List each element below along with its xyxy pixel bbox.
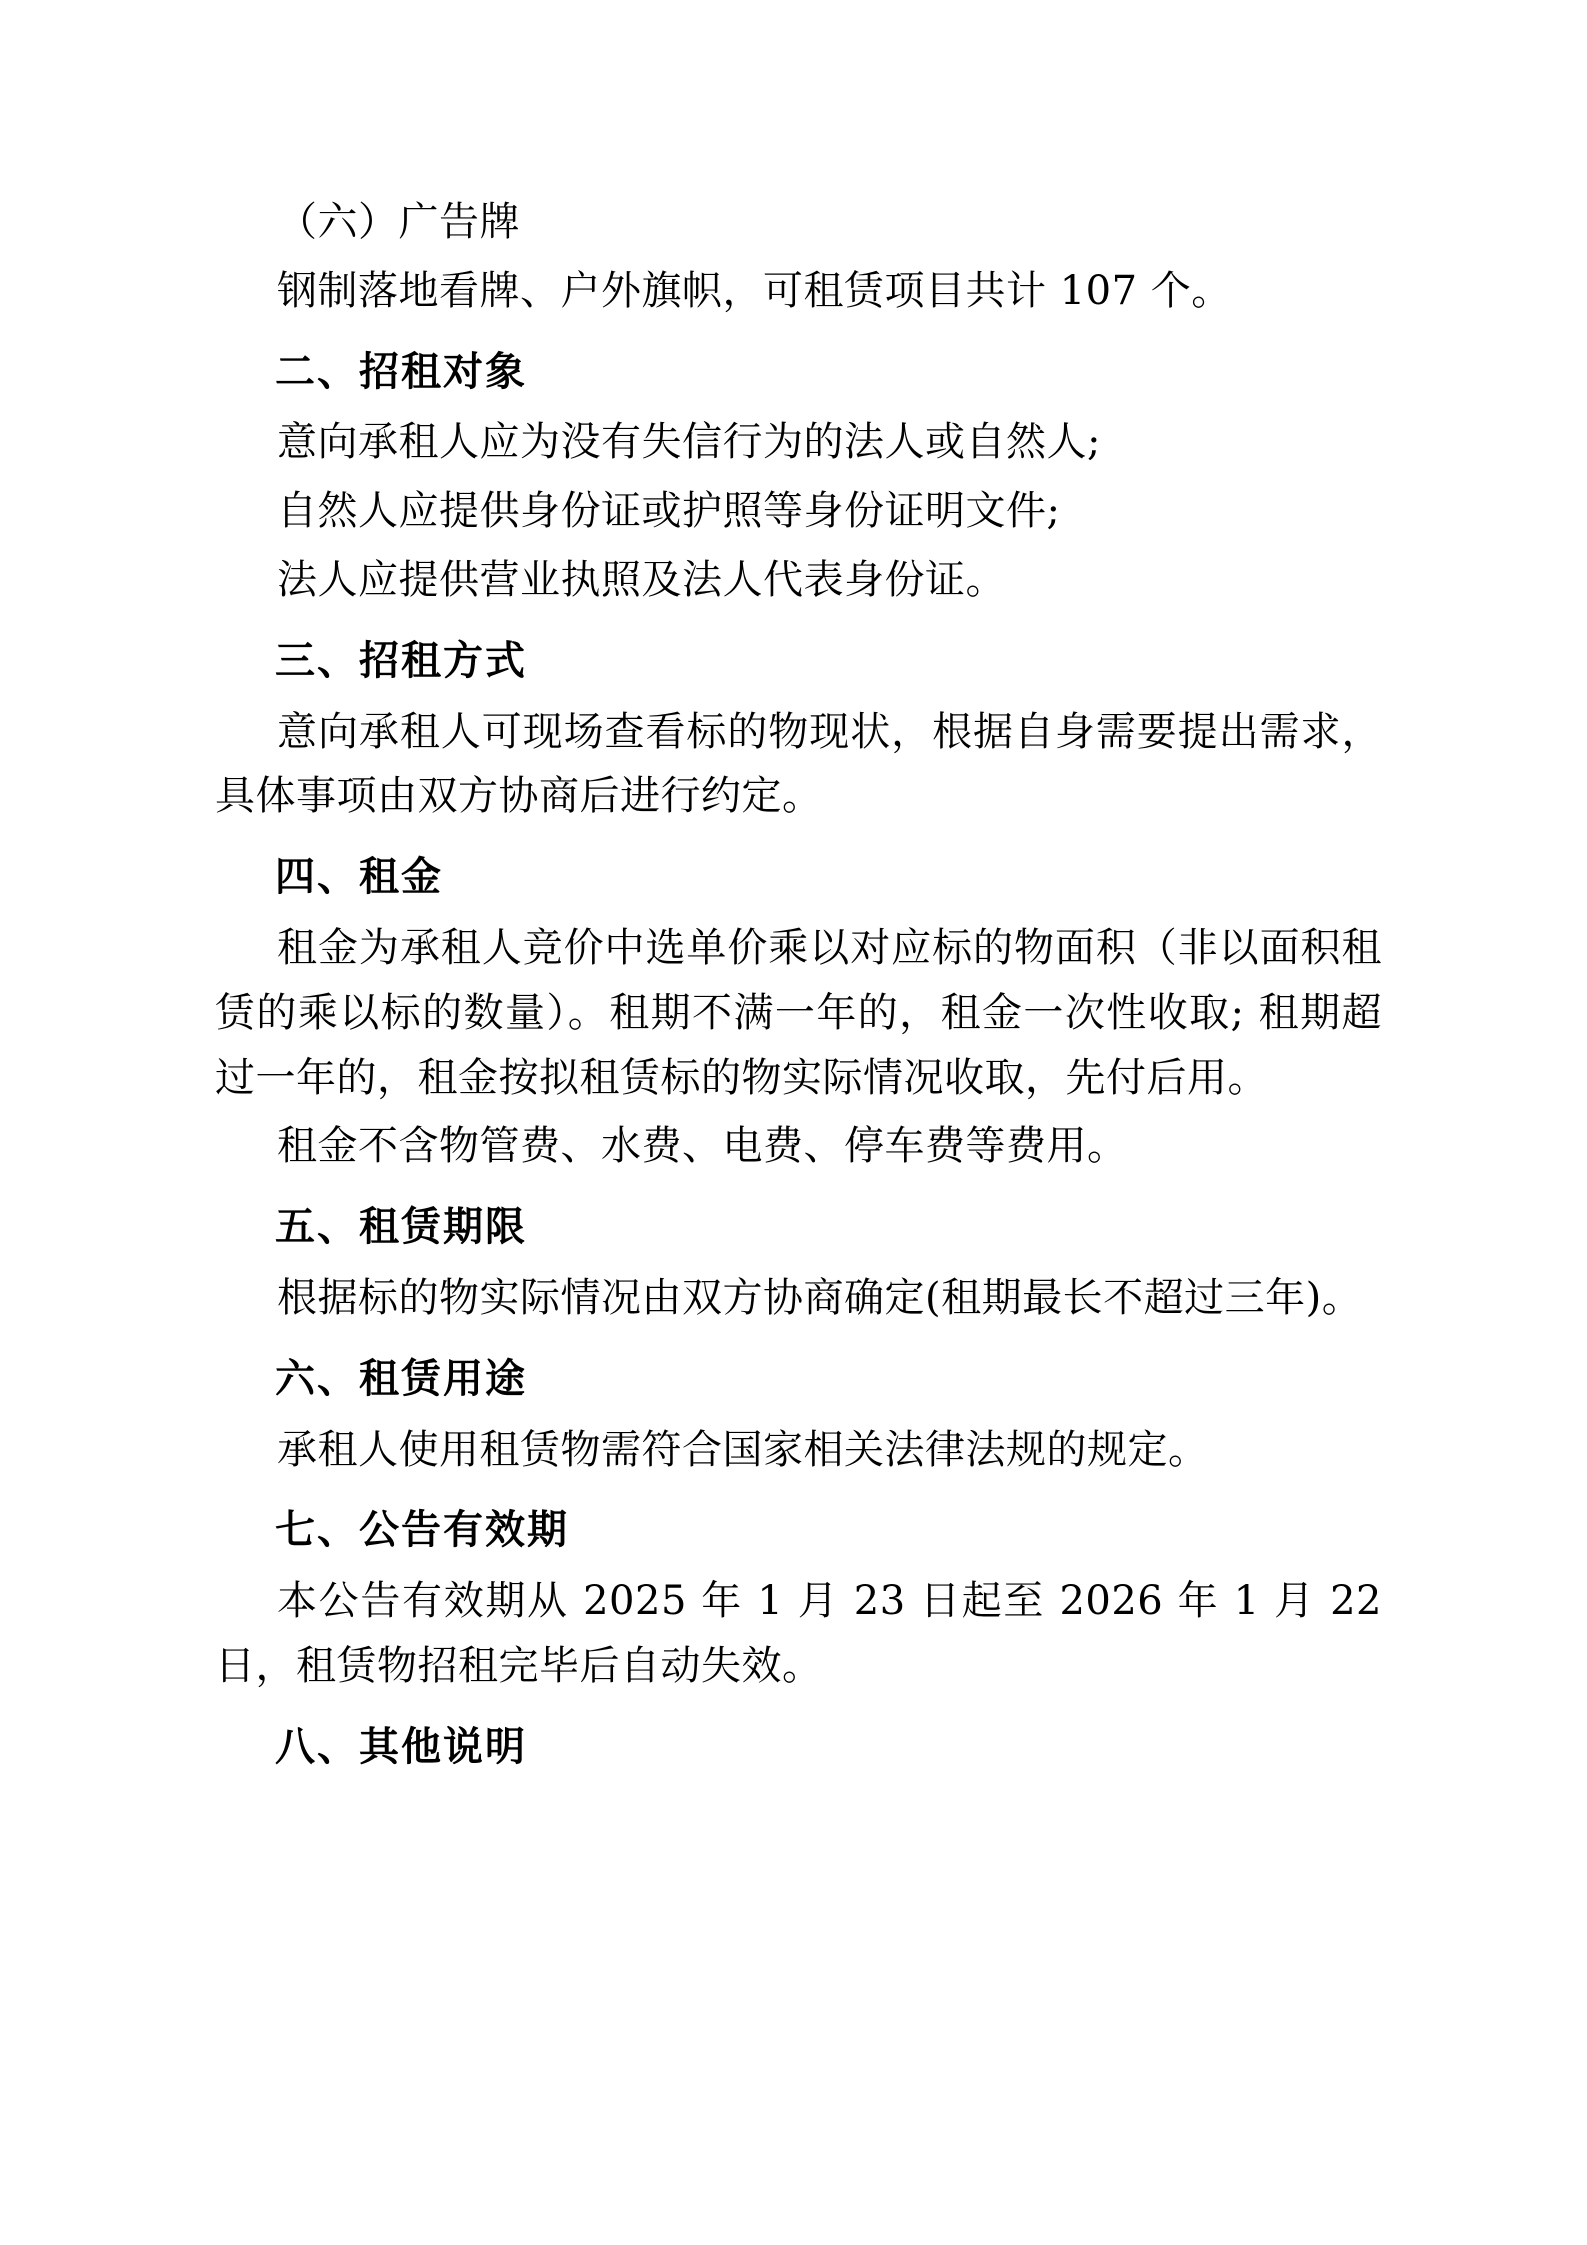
document-body [215, 190, 1382, 1780]
paragraph-2-3: 法人应提供营业执照及法人代表身份证。 [277, 556, 1006, 603]
paragraph-ad-board-1: 钢制落地看牌、户外旗帜，可租赁项目共计 107 个。 [277, 267, 1232, 314]
section-7 [215, 1498, 1382, 1698]
paragraph-2-2: 自然人应提供身份证或护照等身份证明文件; [277, 488, 1061, 535]
heading-8: 八、其他说明 [275, 1722, 527, 1770]
section-4 [215, 845, 1382, 1179]
paragraph-2-1: 意向承租人应为没有失信行为的法人或自然人; [277, 419, 1101, 466]
heading-3: 三、招租方式 [275, 636, 527, 684]
subheading-ad-board: （六）广告牌 [277, 199, 520, 245]
heading-5: 五、租赁期限 [275, 1203, 527, 1251]
section-3 [215, 629, 1382, 829]
paragraph-7-1: 本公告有效期从 2025 年 1 月 23 日起至 2026 年 1 月 22 日，租赁物招租完毕后自动失效。 [215, 1578, 1382, 1689]
paragraph-5-1: 根据标的物实际情况由双方协商确定(租期最长不超过三年)。 [277, 1274, 1363, 1321]
heading-2: 二、招租对象 [275, 347, 527, 395]
section-5 [215, 1195, 1382, 1331]
heading-4: 四、租金 [275, 853, 443, 901]
paragraph-6-1: 承租人使用租赁物需符合国家相关法律法规的规定。 [277, 1426, 1209, 1473]
section-2 [215, 340, 1382, 613]
paragraph-3-1: 意向承租人可现场查看标的物现状，根据自身需要提出需求，具体事项由双方协商后进行约定。 [215, 708, 1382, 820]
paragraph-4-2: 租金不含物管费、水费、电费、停车费等费用。 [277, 1123, 1128, 1170]
section-6 [215, 1347, 1382, 1483]
heading-6: 六、租赁用途 [275, 1354, 527, 1402]
section-ad-board [215, 190, 1382, 324]
paragraph-4-1: 租金为承租人竞价中选单价乘以对应标的物面积（非以面积租赁的乘以标的数量）。租期不满一年的，租金一次性收取; 租期超过一年的，租金按拟租赁标的物实际情况收取，先付后用。 [215, 924, 1382, 1101]
heading-7: 七、公告有效期 [275, 1506, 569, 1554]
section-8 [215, 1715, 1382, 1780]
